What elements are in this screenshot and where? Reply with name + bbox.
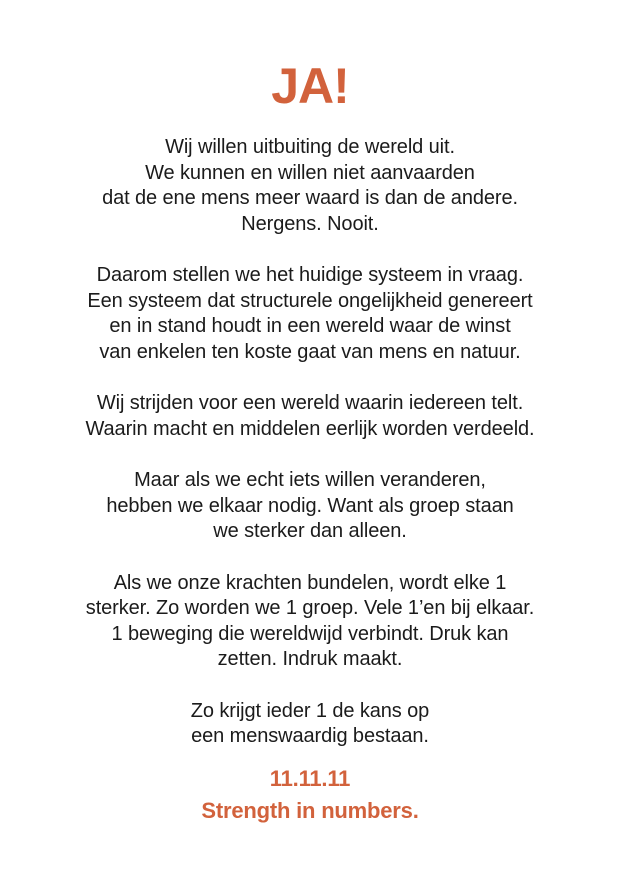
text-line: Daarom stellen we het huidige systeem in vraag.: [96, 264, 524, 286]
text-line: We kunnen en willen niet aanvaarden: [145, 161, 475, 184]
text-line: Als we onze krachten bundelen, wordt elke 1: [113, 571, 507, 594]
text-line: Nergens. Nooit.: [241, 212, 379, 235]
text-line: van enkelen ten koste gaat van mens en natuur.: [99, 340, 521, 363]
text-line: we sterker dan alleen.: [213, 520, 407, 542]
text-line: Waarin macht en middelen eerlijk worden verdeeld.: [85, 417, 535, 440]
page-title: JA!: [271, 58, 349, 114]
campaign-slogan: Strength in numbers.: [201, 798, 419, 823]
text-line: en in stand houdt in een wereld waar de winst: [109, 315, 511, 337]
text-line: hebben we elkaar nodig. Want als groep staan: [106, 494, 514, 517]
paragraph-5: [0, 571, 620, 673]
text-line: Wij strijden voor een wereld waarin iedereen telt.: [96, 392, 524, 414]
text-line: dat de ene mens meer waard is dan de andere.: [102, 187, 518, 209]
paragraph-3: [0, 391, 620, 442]
text-line: een menswaardig bestaan.: [191, 725, 429, 747]
paragraph-1: [0, 135, 620, 237]
paragraph-4: [0, 468, 620, 545]
campaign-name: 11.11.11: [269, 766, 351, 791]
manifesto-body: [0, 135, 620, 776]
campaign-tagline: [0, 763, 620, 827]
paragraph-2: [0, 263, 620, 365]
paragraph-6: [0, 699, 620, 750]
text-line: Een systeem dat structurele ongelijkheid genereert: [87, 289, 533, 312]
text-line: 1 beweging die wereldwijd verbindt. Druk kan: [111, 622, 509, 645]
text-line: zetten. Indruk maakt.: [217, 648, 403, 670]
text-line: Wij willen uitbuiting de wereld uit.: [165, 136, 455, 158]
text-line: Zo krijgt ieder 1 de kans op: [190, 699, 430, 722]
text-line: sterker. Zo worden we 1 groep. Vele 1’en bij elkaar.: [85, 597, 535, 619]
text-line: Maar als we echt iets willen veranderen,: [134, 469, 486, 491]
